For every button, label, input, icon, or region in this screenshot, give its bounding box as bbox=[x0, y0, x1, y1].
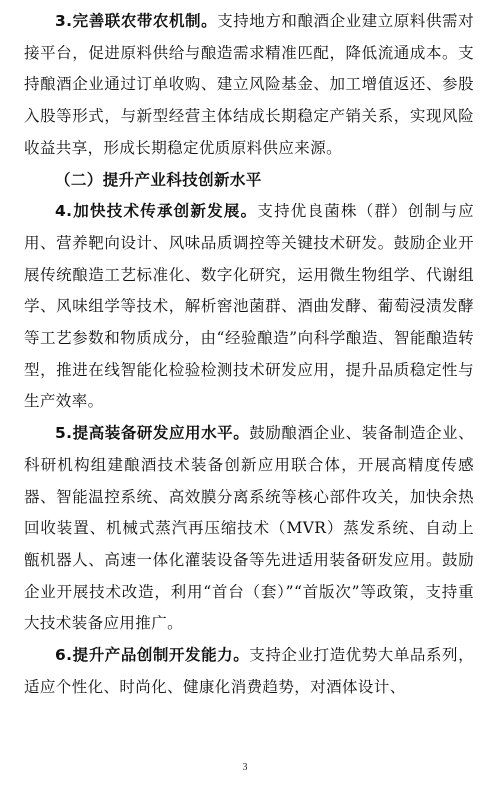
page-number: 3 bbox=[242, 762, 248, 773]
paragraph-lead: 5.提高装备研发应用水平。 bbox=[55, 424, 250, 443]
paragraph-lead: 3.完善联农带农机制。 bbox=[55, 12, 218, 30]
document-body bbox=[24, 6, 474, 703]
paragraph-lead: 6.提升产品创制开发能力。 bbox=[55, 646, 250, 665]
paragraph-farmer-linkage bbox=[24, 6, 474, 165]
paragraph-text: 鼓励酿酒企业、装备制造企业、科研机构组建酿酒技术装备创新应用联合体，开展高精度传感器、智能温控系统、高效膜分离系统等核心部件攻关，加快余热回收装置、机械式蒸汽再压缩技术（MVR）蒸发系统、自动上甑机器人、高速一体化灌装设备等先进适用装备研发应用。鼓励企业开展技术改造，利用“首台（套）”“首版次”等政策，支持重大技术装备应用推广。 bbox=[24, 424, 475, 633]
paragraph-equipment bbox=[24, 418, 474, 640]
paragraph-text: 支持优良菌株（群）创制与应用、营养靶向设计、风味品质调控等关键技术研发。鼓励企业开展传统酿造工艺标准化、数字化研究，运用微生物组学、代谢组学、风味组学等技术，解析窖池菌群、酒曲发酵、葡萄浸渍发酵等工艺参数和物质成分，由“经验酿造”向科学酿造、智能酿造转型，推进在线智能化检验检测技术研发应用，提升品质稳定性与生产效率。 bbox=[24, 202, 475, 411]
paragraph-product-development bbox=[24, 640, 474, 703]
section-heading: （二）提升产业科技创新水平 bbox=[55, 170, 262, 189]
paragraph-tech-inheritance bbox=[24, 196, 474, 418]
paragraph-text: 支持地方和酿酒企业建立原料供需对接平台，促进原料供给与酿造需求精准匹配，降低流通成本。支持酿酒企业通过订单收购、建立风险基金、加工增值返还、参股入股等形式，与新型经营主体结成长期稳定产销关系，实现风险收益共享，形成长期稳定优质原料供应来源。 bbox=[24, 12, 474, 157]
paragraph-lead: 4.加快技术传承创新发展。 bbox=[55, 202, 258, 221]
paragraph-text: 支持企业打造优势大单品系列，适应个性化、时尚化、健康化消费趋势，对酒体设计、 bbox=[24, 646, 475, 696]
